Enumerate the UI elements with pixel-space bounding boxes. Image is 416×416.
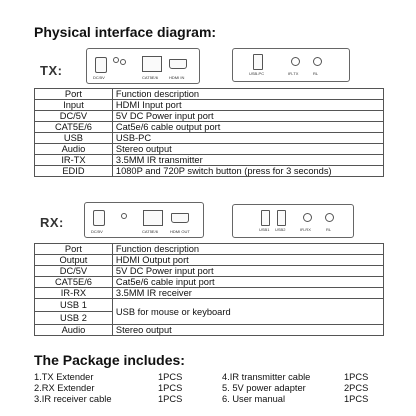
package-item-qty: 1PCS (344, 372, 369, 382)
rx-front-panel (84, 202, 204, 238)
function-cell: Stereo output (112, 144, 383, 155)
table-row (35, 111, 384, 122)
rx-port-table (34, 243, 384, 336)
tx-front-label-cat: CAT5E/6 (142, 75, 158, 80)
package-item-qty: 1PCS (344, 394, 369, 404)
package-item-name: 6. User manual (222, 394, 286, 404)
package-item-name: 1.TX Extender (34, 372, 94, 382)
table-row (35, 89, 384, 100)
ir-jack-icon (303, 213, 312, 222)
tx-back-label-ir: IR-TX (288, 71, 299, 76)
tx-front-label-hdmi: HDMI IN (169, 75, 185, 80)
function-cell: USB-PC (112, 133, 383, 144)
function-cell: 3.5MM IR transmitter (112, 155, 383, 166)
table-row (35, 133, 384, 144)
function-cell: Cat5e/6 cable output port (112, 122, 383, 133)
function-cell: Cat5e/6 cable input port (112, 277, 383, 288)
table-row (35, 122, 384, 133)
port-cell: Input (35, 100, 113, 111)
rx-back-label-usb2: USB2 (275, 227, 286, 232)
port-cell: Audio (35, 144, 113, 155)
rx-front-label-hdmi: HDMI OUT (170, 229, 190, 234)
table-row (35, 166, 384, 177)
audio-jack-icon (313, 57, 322, 66)
table-row (35, 255, 384, 266)
port-cell: USB (35, 133, 113, 144)
rx-front-label-dc: DC/5V (91, 229, 103, 234)
port-cell: CAT5E/6 (35, 277, 113, 288)
led-icon (121, 213, 127, 219)
hdmi-port-icon (171, 213, 189, 223)
table-row (35, 277, 384, 288)
function-cell: Stereo output (112, 325, 383, 336)
tx-front-label-dc: DC/5V (93, 75, 105, 80)
rx-back-label-ir: IR-RX (300, 227, 311, 232)
usb-port-icon (277, 210, 286, 226)
table-header-port: Port (35, 89, 113, 100)
function-cell: HDMI Output port (112, 255, 383, 266)
table-header-function: Function description (112, 244, 383, 255)
function-cell: 3.5MM IR receiver (112, 288, 383, 299)
port-cell: Audio (35, 325, 113, 336)
port-cell: DC/5V (35, 266, 113, 277)
audio-jack-icon (325, 213, 334, 222)
table-header-function: Function description (112, 89, 383, 100)
dc-jack-icon (93, 210, 105, 226)
table-row (35, 325, 384, 336)
port-cell: CAT5E/6 (35, 122, 113, 133)
port-cell: USB 1 (35, 299, 113, 312)
port-cell: DC/5V (35, 111, 113, 122)
table-row (35, 266, 384, 277)
tx-back-label-rl: RL (313, 71, 319, 76)
port-cell: USB 2 (35, 312, 113, 325)
rj45-port-icon (143, 210, 163, 226)
rx-back-label-usb1: USB1 (259, 227, 270, 232)
function-cell: USB for mouse or keyboard (112, 299, 383, 325)
rx-back-label-rl: RL (326, 227, 332, 232)
ir-jack-icon (291, 57, 300, 66)
usb-port-icon (261, 210, 270, 226)
function-cell: 5V DC Power input port (112, 266, 383, 277)
table-row (35, 288, 384, 299)
package-item-name: 3.IR receiver cable (34, 394, 112, 404)
hdmi-port-icon (169, 59, 187, 69)
port-cell: Output (35, 255, 113, 266)
rx-back-panel (232, 204, 354, 238)
table-header-port: Port (35, 244, 113, 255)
rj45-port-icon (142, 56, 162, 72)
tx-back-panel (232, 48, 350, 82)
tx-port-table (34, 88, 384, 177)
led-icon (113, 57, 119, 63)
rx-mode-label: RX: (40, 215, 64, 230)
package-item-name: 2.RX Extender (34, 383, 95, 393)
dc-jack-icon (95, 57, 107, 73)
tx-front-panel (86, 48, 200, 84)
table-row (35, 244, 384, 255)
table-row (35, 100, 384, 111)
package-title: The Package includes: (34, 352, 185, 368)
table-row (35, 299, 384, 312)
usb-port-icon (253, 54, 263, 70)
tx-mode-label: TX: (40, 63, 63, 78)
package-item-qty: 1PCS (158, 372, 183, 382)
package-item-qty: 2PCS (344, 383, 369, 393)
port-cell: EDID (35, 166, 113, 177)
port-cell: IR-TX (35, 155, 113, 166)
tx-back-label-usb: USB-PC (249, 71, 265, 76)
function-cell: 5V DC Power input port (112, 111, 383, 122)
package-item-qty: 1PCS (158, 383, 183, 393)
package-item-qty: 1PCS (158, 394, 183, 404)
function-cell: HDMI Input port (112, 100, 383, 111)
table-row (35, 155, 384, 166)
function-cell: 1080P and 720P switch button (press for 3 seconds) (112, 166, 383, 177)
package-item-name: 4.IR transmitter cable (222, 372, 311, 382)
led-icon (120, 59, 126, 65)
physical-title: Physical interface diagram: (34, 24, 217, 40)
table-row (35, 144, 384, 155)
rx-front-label-cat: CAT5E/6 (142, 229, 158, 234)
package-item-name: 5. 5V power adapter (222, 383, 306, 393)
port-cell: IR-RX (35, 288, 113, 299)
